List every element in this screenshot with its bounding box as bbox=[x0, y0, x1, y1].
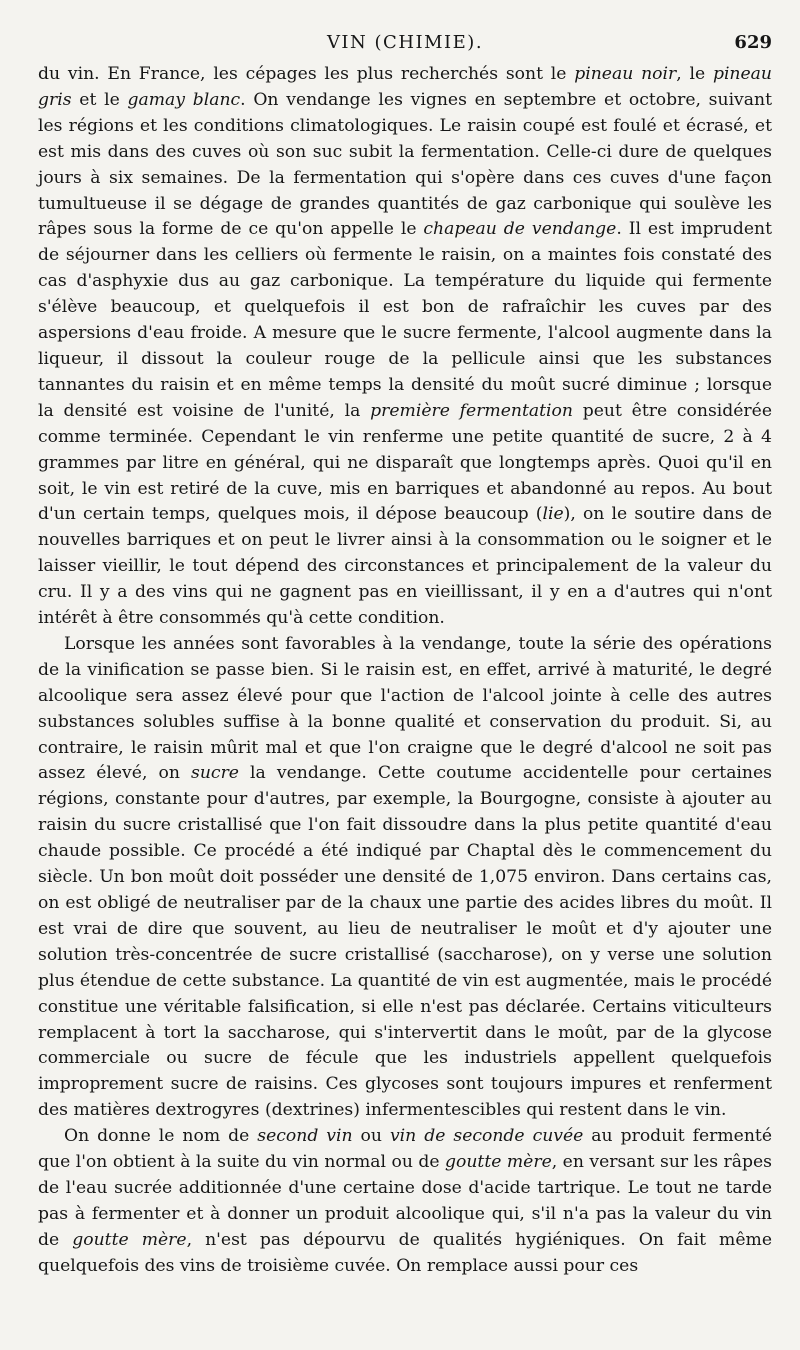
text-run: . Il est imprudent de séjourner dans les celliers où fermente le raisin, on a maintes fois constaté des cas d'asphyxie dus au gaz carbonique. La température du liquide qui fermente s'élève beaucoup, et quelquefois il est bon de rafraîchir les cuves par des aspersions d'eau froide. A mesure que le sucre fermente, l'alcool augmente dans la liqueur, il dissout la couleur rouge de la pellicule ainsi que les substances tannantes du raisin et en même temps la densité du moût sucré diminue ; lorsque la densité est voisine de l'unité, la bbox=[38, 219, 772, 421]
text-run: On donne le nom de bbox=[64, 1126, 258, 1147]
text-run: ou bbox=[352, 1126, 390, 1147]
text-run: Lorsque les années sont favorables à la vendange, toute la série des opérations de la vinification se passe bien. Si le raisin est, en effet, arrivé à maturité, le degré alcoolique sera assez élevé pour que l'action de l'alcool jointe à celle des autres substances solubles suffise à la bonne qualité et conservation du produit. Si, au contraire, le raisin mûrit mal et que l'on craigne que le degré d'alcool ne soit pas assez élevé, on bbox=[38, 633, 772, 784]
italic-term: pineau noir bbox=[574, 64, 677, 84]
text-run: peut être considérée comme terminée. Cependant le vin renferme une petite quantité de sucre, 2 à 4 grammes par litre en général, qui ne disparaît que longtemps après. Quoi qu'il en soit, le vin est retiré de la cuve, mis en barriques et abandonné au repos. Au bout d'un certain temps, quelques mois, il dépose beaucoup ( bbox=[38, 400, 772, 525]
italic-term: pineau gris bbox=[38, 64, 772, 110]
text-run: , n'est pas dépourvu de qualités hygiéniques. On fait même quelquefois des vins de troisième cuvée. On remplace aussi pour ces bbox=[38, 1229, 772, 1276]
italic-term: goutte mère bbox=[445, 1152, 552, 1173]
italic-term: chapeau de vendange bbox=[423, 219, 617, 240]
paragraph-1 bbox=[38, 62, 772, 632]
text-run: du vin. En France, les cépages les plus recherchés sont le bbox=[38, 64, 575, 84]
running-title: VIN (CHIMIE). bbox=[326, 32, 484, 53]
italic-term: première fermentation bbox=[370, 400, 573, 421]
italic-term: second vin bbox=[257, 1126, 353, 1147]
text-run: ), on le soutire dans de nouvelles barriques et on peut le livrer ainsi à la consommation ou le soigner et le laisser vieillir, le tout dépend des circonstances et principalement de la valeur du cru. Il y a des vins qui ne gagnent pas en vieillissant, il y en a d'autres qui n'ont intérêt à être consommés qu'à cette condition. bbox=[38, 504, 772, 629]
italic-term: vin de seconde cuvée bbox=[389, 1126, 584, 1147]
text-run: , le bbox=[676, 64, 713, 84]
text-run: au produit fermenté que l'on obtient à la suite du vin normal ou de bbox=[38, 1126, 772, 1173]
italic-term: gamay blanc bbox=[127, 89, 241, 110]
paragraph-3 bbox=[38, 1124, 772, 1279]
italic-term: sucre bbox=[191, 763, 239, 784]
text-run: , en versant sur les râpes de l'eau sucrée additionnée d'une certaine dose d'acide tartrique. Le tout ne tarde pas à fermenter et à donner un produit alcoolique qui, s'il n'a pas la valeur du vin de bbox=[38, 1152, 772, 1250]
text-run: la vendange. Cette coutume accidentelle pour certaines régions, constante pour d'autres, par exemple, la Bourgogne, consiste à ajouter au raisin du sucre cristallisé que l'on fait dissoudre dans la plus petite quantité d'eau chaude possible. Ce procédé a été indiqué par Chaptal dès le commencement du siècle. Un bon moût doit posséder une densité de 1,075 environ. Dans certains cas, on est obligé de neutraliser par de la chaux une partie des acides libres du moût. Il est vrai de dire que souvent, au lieu de neutraliser le moût et d'y ajouter une solution très-concentrée de sucre cristallisé (saccharose), on y verse une solution plus étendue de cette substance. La quantité de vin est augmentée, mais le procédé constitue une véritable falsification, si elle n'est pas déclarée. Certains viticulteurs remplacent à tort la saccharose, qui s'intervertit dans le moût, par de la glycose commerciale ou sucre de fécule que les industriels appellent quelquefois improprement sucre de raisins. Ces glycoses sont toujours impures et renferment des matières dextrogyres (dextrines) infermentescibles qui restent dans le vin. bbox=[38, 763, 772, 1121]
body-text bbox=[38, 62, 772, 1280]
italic-term: lie bbox=[542, 504, 564, 525]
page-number: 629 bbox=[734, 32, 772, 53]
paragraph-2 bbox=[38, 632, 772, 1124]
page-header bbox=[38, 0, 772, 62]
text-run: et le bbox=[71, 89, 128, 110]
italic-term: goutte mère bbox=[72, 1229, 187, 1250]
text-run: . On vendange les vignes en septembre et octobre, suivant les régions et les conditions climatologiques. Le raisin coupé est foulé et écrasé, et est mis dans des cuves où son suc subit la fermentation. Celle-ci dure de quelques jours à six semaines. De la fermentation qui s'opère dans ces cuves d'une façon tumultueuse il se dégage de grandes quantités de gaz carbonique qui soulève les râpes sous la forme de ce qu'on appelle le bbox=[38, 89, 772, 240]
